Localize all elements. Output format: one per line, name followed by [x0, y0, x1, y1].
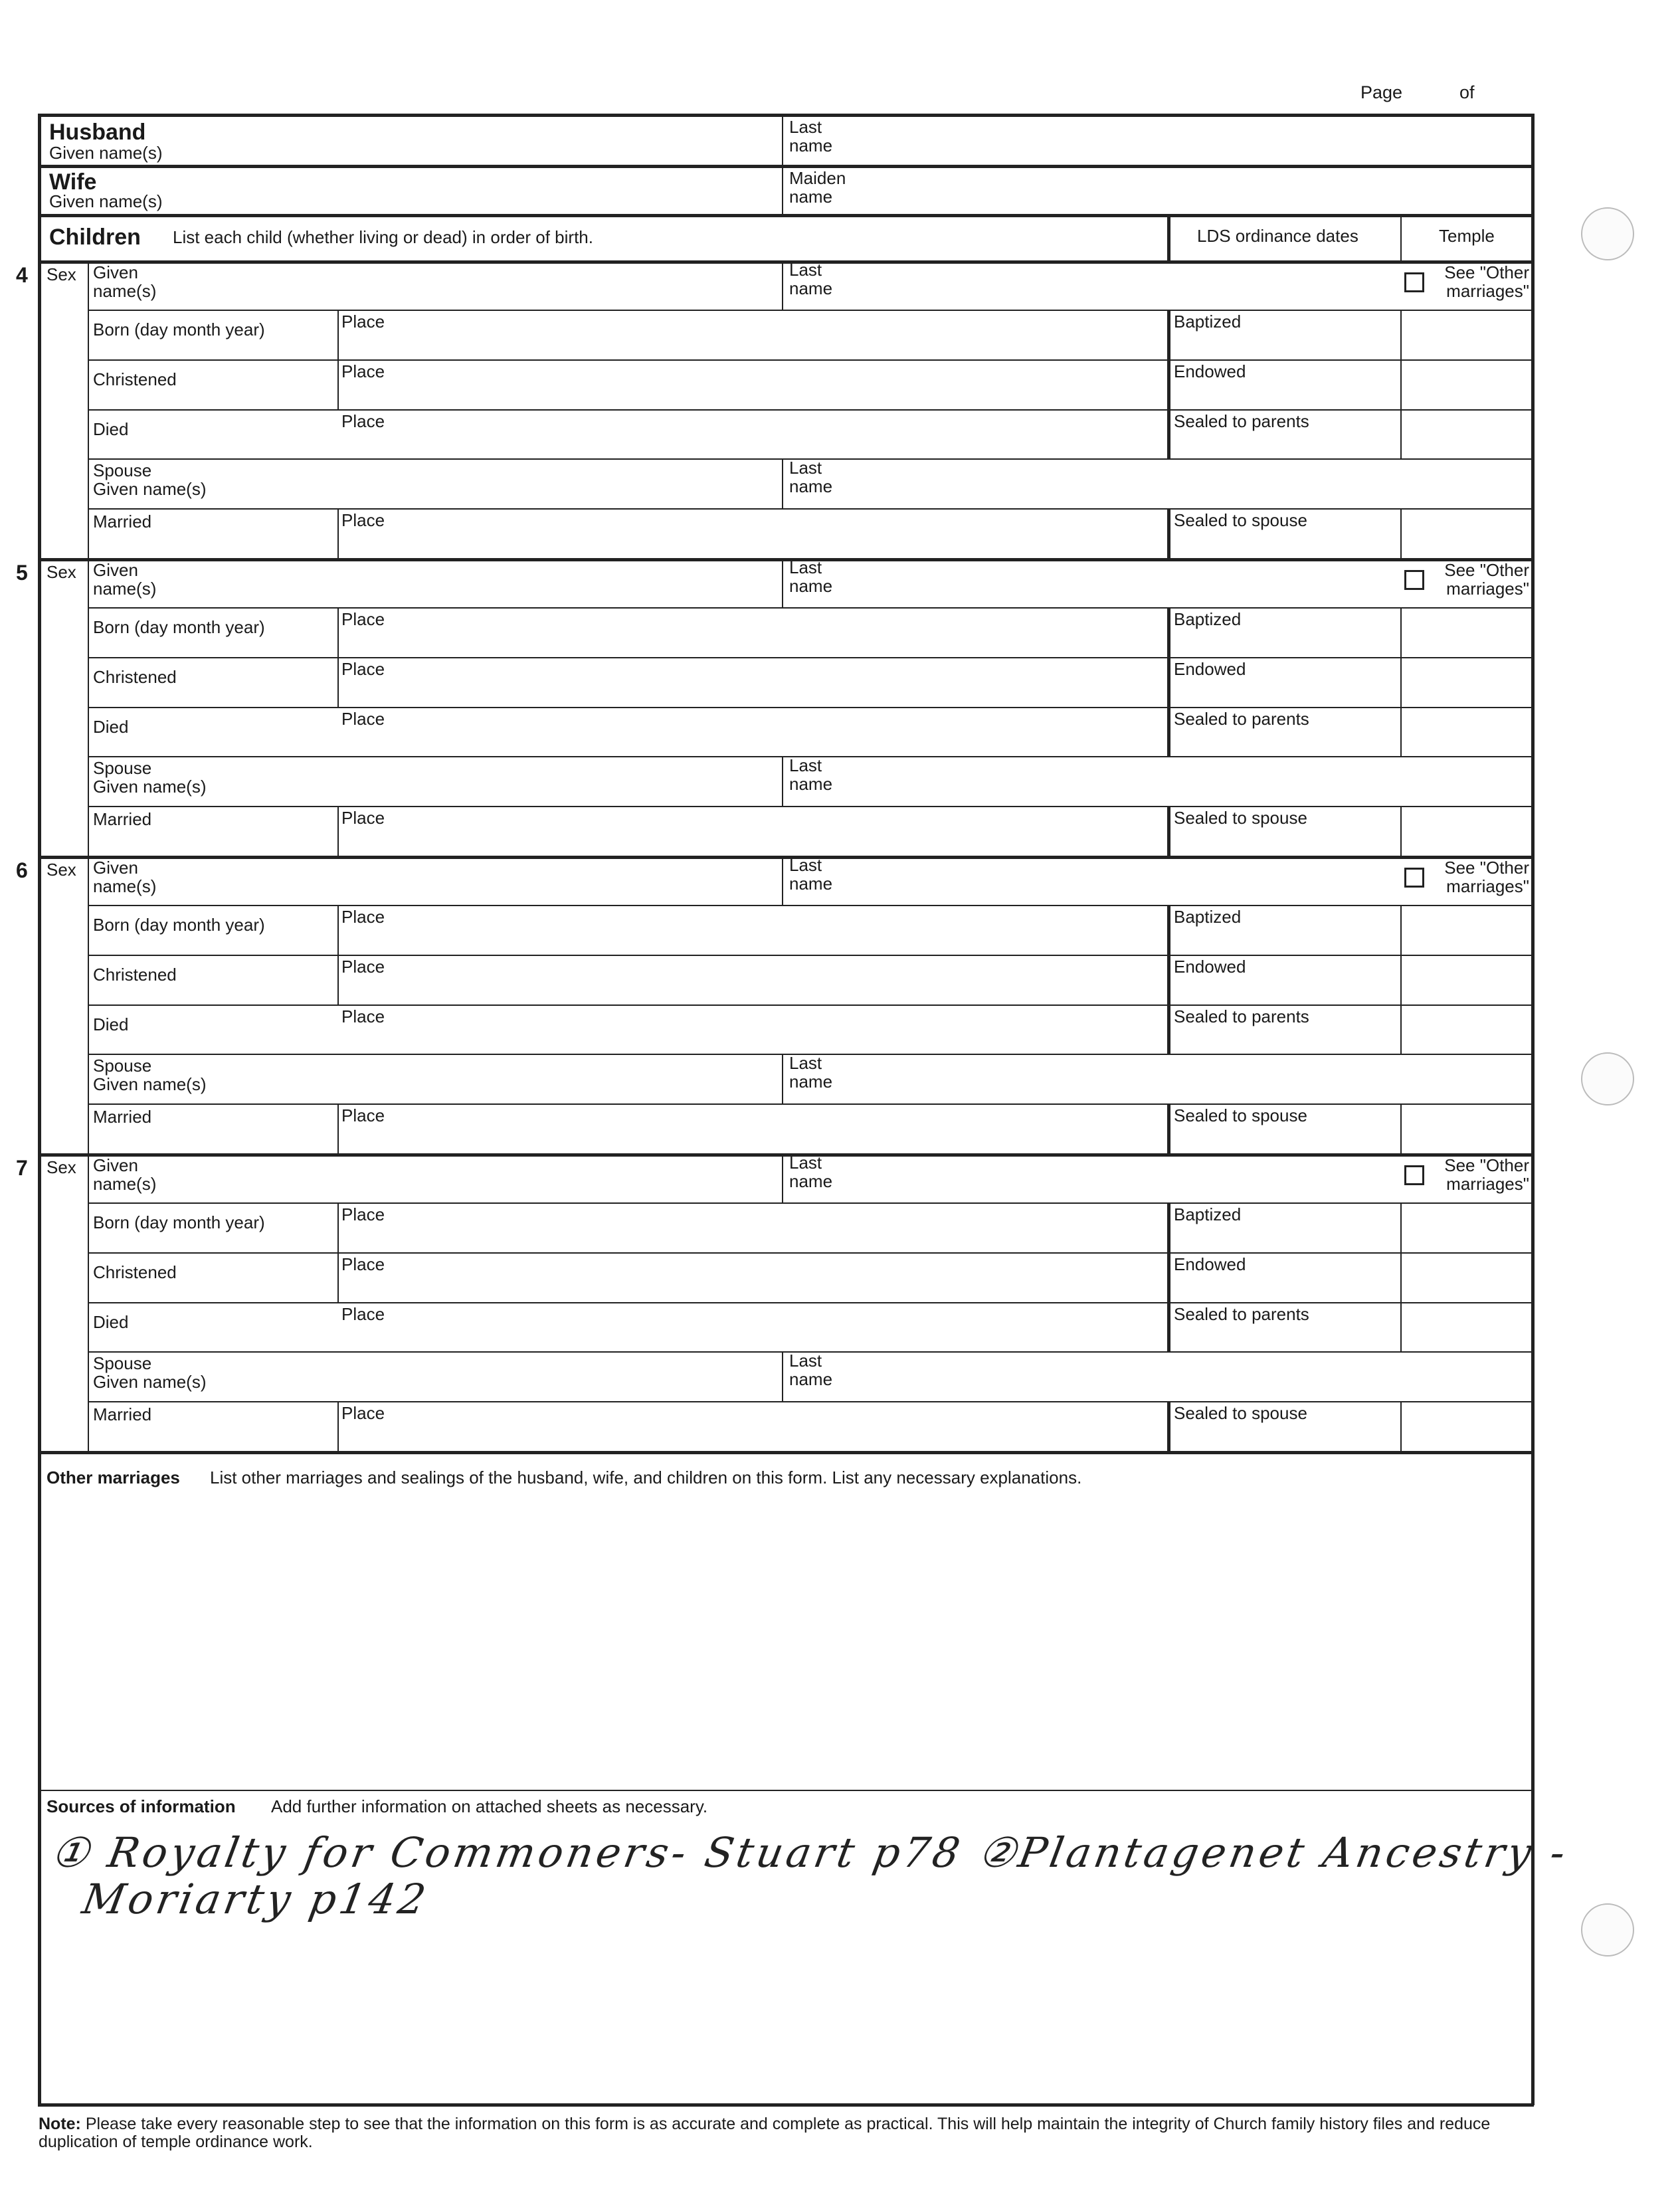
other-marriages-title: Other marriages: [47, 1468, 180, 1487]
child-5-endowed-temple-field[interactable]: [1403, 660, 1527, 704]
children-title: Children: [49, 225, 141, 250]
child-4-sealed-spouse-temple-field[interactable]: [1403, 511, 1527, 555]
child-4-christened-label: Christened: [93, 369, 177, 389]
child-7-christened-label: Christened: [93, 1262, 177, 1282]
child-6-sealed_parents-temple-field[interactable]: [1403, 1007, 1527, 1051]
child-5-endowed-label: Endowed: [1174, 659, 1246, 679]
binder-hole-top: [1581, 207, 1634, 260]
child-6-died-label: Died: [93, 1014, 129, 1034]
child-5-lds-divider-1: [1167, 806, 1170, 856]
child-7-sealed-spouse-label: Sealed to spouse: [1174, 1403, 1307, 1423]
child-5-born-place-label: Place: [341, 609, 385, 629]
child-4-died-place-field[interactable]: [340, 432, 1163, 456]
child-6-sex-label: Sex: [47, 860, 76, 880]
child-5-baptized-temple-field[interactable]: [1403, 610, 1527, 654]
child-6-sex-field[interactable]: [41, 882, 85, 1151]
child-4-married-place-label: Place: [341, 510, 385, 530]
child-5-born-label: Born (day month year): [93, 617, 265, 637]
child-4-sex-field[interactable]: [41, 287, 85, 555]
child-7-sex-field[interactable]: [41, 1180, 85, 1448]
sources-handwritten-line-1: ① Royalty for Commoners- Stuart p78 ②Plantagenet Ancestry -: [47, 1828, 1572, 1877]
child-6-bottom-line: [38, 1153, 1531, 1157]
child-5-sealed_parents-label: Sealed to parents: [1174, 709, 1309, 729]
child-7-sealed_parents-label: Sealed to parents: [1174, 1304, 1309, 1324]
child-7-sealed-spouse-temple-field[interactable]: [1403, 1404, 1527, 1448]
child-5-sealed-spouse-temple-field[interactable]: [1403, 809, 1527, 852]
wife-given-label: Given name(s): [49, 191, 163, 211]
child-4-temple-divider-0: [1400, 310, 1402, 458]
child-4-other-marriages-checkbox[interactable]: [1404, 272, 1424, 292]
child-4-number: 4: [16, 263, 28, 287]
child-7-number: 7: [16, 1156, 28, 1180]
child-7-christened-place-field[interactable]: [340, 1275, 1163, 1299]
children-header-bottom-line: [38, 260, 1534, 264]
child-4-spouse-last-divider: [782, 458, 783, 508]
child-4-last-label: Last name: [789, 260, 833, 298]
child-5-died-place-field[interactable]: [340, 729, 1163, 753]
child-7-lds-divider-0: [1167, 1202, 1170, 1351]
child-4-row-line-2: [88, 359, 1531, 361]
child-6-row-line-1: [88, 905, 1531, 906]
husband-given-label: Given name(s): [49, 143, 163, 163]
child-5-row-line-1: [88, 607, 1531, 609]
child-5-row-line-5: [88, 806, 1531, 807]
wife-bottom-line: [38, 214, 1534, 217]
child-4-row-line-3: [88, 409, 1531, 411]
form-top-border: [38, 114, 1534, 117]
child-6-row-line-3: [88, 1004, 1531, 1006]
child-7-born-place-label: Place: [341, 1204, 385, 1224]
child-4-bottom-line: [38, 558, 1531, 561]
child-6-see-other-label: See "Other marriages": [1444, 858, 1529, 896]
other-marriages-bottom-line: [38, 1790, 1534, 1791]
child-5-sealed_parents-temple-field[interactable]: [1403, 710, 1527, 753]
child-7-born-place-field[interactable]: [340, 1225, 1163, 1249]
child-7-baptized-temple-field[interactable]: [1403, 1205, 1527, 1249]
child-6-christened-place-field[interactable]: [340, 977, 1163, 1001]
child-4-row-line-1: [88, 310, 1531, 311]
child-4-spouse-last-label: Last name: [789, 458, 833, 496]
husband-last-label: Last name: [789, 117, 833, 155]
child-5-given-label: Given name(s): [93, 560, 157, 599]
child-7-row-line-5: [88, 1401, 1531, 1402]
child-6-spouse-last-divider: [782, 1054, 783, 1103]
child-7-endowed-temple-field[interactable]: [1403, 1255, 1527, 1299]
child-5-born-place-field[interactable]: [340, 630, 1163, 654]
child-7-died-place-field[interactable]: [340, 1325, 1163, 1349]
child-6-born-label: Born (day month year): [93, 915, 265, 935]
child-6-christened-label: Christened: [93, 965, 177, 985]
child-5-row-line-3: [88, 707, 1531, 708]
child-5-lds-divider-0: [1167, 607, 1170, 756]
child-4-place-divider-0: [337, 310, 339, 409]
child-4-christened-place-field[interactable]: [340, 382, 1163, 406]
husband-title: Husband: [49, 120, 146, 145]
child-6-place-divider-1: [337, 1103, 339, 1153]
child-4-last-divider: [782, 260, 783, 310]
child-6-last-label: Last name: [789, 855, 833, 894]
child-7-see-other-label: See "Other marriages": [1444, 1155, 1529, 1194]
wife-maiden-label: Maiden name: [789, 168, 846, 207]
child-7-temple-divider-1: [1400, 1401, 1402, 1451]
lds-ordinance-dates-label: LDS ordinance dates: [1197, 226, 1358, 246]
child-7-other-marriages-checkbox[interactable]: [1404, 1165, 1424, 1185]
child-6-given-label: Given name(s): [93, 858, 157, 896]
child-7-christened-place-label: Place: [341, 1254, 385, 1274]
child-7-baptized-label: Baptized: [1174, 1204, 1242, 1224]
child-6-spouse-last-label: Last name: [789, 1053, 833, 1092]
child-5-spouse-last-label: Last name: [789, 755, 833, 794]
page-label: Page: [1360, 82, 1403, 102]
husband-bottom-line: [38, 165, 1534, 168]
child-5-christened-place-label: Place: [341, 659, 385, 679]
child-5-temple-divider-1: [1400, 806, 1402, 856]
page-of-label: of: [1459, 82, 1475, 102]
child-5-place-divider-1: [337, 806, 339, 856]
child-6-born-place-label: Place: [341, 907, 385, 927]
child-5-other-marriages-checkbox[interactable]: [1404, 570, 1424, 590]
child-5-see-other-label: See "Other marriages": [1444, 560, 1529, 599]
child-6-endowed-label: Endowed: [1174, 957, 1246, 977]
child-6-married-label: Married: [93, 1107, 152, 1127]
child-4-christened-place-label: Place: [341, 361, 385, 381]
child-5-place-divider-0: [337, 607, 339, 707]
child-5-last-label: Last name: [789, 557, 833, 596]
child-6-temple-divider-0: [1400, 905, 1402, 1054]
child-7-born-label: Born (day month year): [93, 1212, 265, 1232]
child-7-died-place-label: Place: [341, 1304, 385, 1324]
children-header-divider-lds: [1167, 215, 1170, 262]
child-5-bottom-line: [38, 856, 1531, 859]
husband-divider: [782, 115, 783, 165]
child-7-spouse-last-divider: [782, 1351, 783, 1401]
child-4-row-line-5: [88, 508, 1531, 510]
child-6-baptized-label: Baptized: [1174, 907, 1242, 927]
child-6-died-place-label: Place: [341, 1006, 385, 1026]
child-6-died-place-field[interactable]: [340, 1027, 1163, 1051]
wife-title: Wife: [49, 169, 97, 195]
child-5-married-place-label: Place: [341, 808, 385, 828]
child-6-temple-divider-1: [1400, 1103, 1402, 1153]
child-4-endowed-label: Endowed: [1174, 361, 1246, 381]
child-5-christened-place-field[interactable]: [340, 680, 1163, 704]
note-text: Please take every reasonable step to see that the information on this form is as accurate and complete as practical. This will help maintain the integrity of Church family history files and reduce duplication of temple ordinance work.: [39, 2115, 1491, 2151]
child-5-sealed-spouse-label: Sealed to spouse: [1174, 808, 1307, 828]
child-7-row-line-1: [88, 1202, 1531, 1204]
binder-hole-bottom: [1581, 1903, 1634, 1956]
note-paragraph: [39, 2115, 1527, 2151]
binder-hole-middle: [1581, 1052, 1634, 1105]
child-6-sealed-spouse-temple-field[interactable]: [1403, 1106, 1527, 1150]
child-4-married-label: Married: [93, 512, 152, 531]
child-5-sex-label: Sex: [47, 562, 76, 582]
child-7-last-label: Last name: [789, 1153, 833, 1191]
child-5-spouse-last-divider: [782, 756, 783, 806]
child-7-last-divider: [782, 1153, 783, 1202]
child-7-bottom-line: [38, 1451, 1531, 1454]
child-4-born-place-label: Place: [341, 312, 385, 332]
child-5-row-line-2: [88, 657, 1531, 658]
child-6-number: 6: [16, 858, 28, 882]
child-6-place-divider-0: [337, 905, 339, 1004]
child-4-see-other-label: See "Other marriages": [1444, 262, 1529, 301]
sources-handwritten-line-2: Moriarty p142: [78, 1875, 432, 1923]
other-marriages-area[interactable]: [41, 1492, 1529, 1784]
child-6-lds-divider-1: [1167, 1103, 1170, 1153]
child-4-temple-divider-1: [1400, 508, 1402, 558]
child-4-sealed_parents-temple-field[interactable]: [1403, 412, 1527, 456]
child-4-given-label: Given name(s): [93, 262, 157, 301]
child-7-row-line-2: [88, 1252, 1531, 1254]
child-6-row-line-5: [88, 1103, 1531, 1105]
child-7-row-line-3: [88, 1302, 1531, 1303]
note-title: Note:: [39, 2115, 81, 2133]
child-4-died-place-label: Place: [341, 411, 385, 431]
child-5-sex-field[interactable]: [41, 585, 85, 853]
child-7-place-divider-0: [337, 1202, 339, 1302]
child-4-sealed-spouse-label: Sealed to spouse: [1174, 510, 1307, 530]
other-marriages-instructions: List other marriages and sealings of the husband, wife, and children on this form. List any necessary explanations.: [210, 1468, 1082, 1487]
child-4-lds-divider-1: [1167, 508, 1170, 558]
child-4-endowed-temple-field[interactable]: [1403, 362, 1527, 406]
child-4-lds-divider-0: [1167, 310, 1170, 458]
form-right-border: [1531, 114, 1535, 2105]
sources-instructions: Add further information on attached sheets as necessary.: [271, 1796, 708, 1816]
child-6-baptized-temple-field[interactable]: [1403, 907, 1527, 951]
child-5-temple-divider-0: [1400, 607, 1402, 756]
sources-title: Sources of information: [47, 1796, 236, 1816]
child-6-row-line-2: [88, 955, 1531, 956]
child-7-lds-divider-1: [1167, 1401, 1170, 1451]
sources-area[interactable]: [41, 1824, 1529, 2096]
child-4-sealed_parents-label: Sealed to parents: [1174, 411, 1309, 431]
child-6-endowed-temple-field[interactable]: [1403, 957, 1527, 1001]
children-instructions: List each child (whether living or dead) in order of birth.: [173, 227, 593, 247]
child-5-died-label: Died: [93, 717, 129, 737]
child-6-sealed_parents-label: Sealed to parents: [1174, 1006, 1309, 1026]
child-5-spouse-label: Spouse Given name(s): [93, 758, 207, 797]
child-4-sex-label: Sex: [47, 264, 76, 284]
child-4-place-divider-1: [337, 508, 339, 558]
child-7-died-label: Died: [93, 1312, 129, 1332]
child-6-last-divider: [782, 856, 783, 905]
child-5-married-label: Married: [93, 809, 152, 829]
child-4-born-label: Born (day month year): [93, 320, 265, 339]
child-5-christened-label: Christened: [93, 667, 177, 687]
children-header-divider-temple: [1400, 215, 1402, 262]
child-7-endowed-label: Endowed: [1174, 1254, 1246, 1274]
child-6-born-place-field[interactable]: [340, 927, 1163, 951]
child-5-baptized-label: Baptized: [1174, 609, 1242, 629]
child-5-last-divider: [782, 558, 783, 607]
temple-label: Temple: [1439, 226, 1495, 246]
child-7-given-label: Given name(s): [93, 1155, 157, 1194]
child-7-spouse-label: Spouse Given name(s): [93, 1353, 207, 1392]
child-6-sealed-spouse-label: Sealed to spouse: [1174, 1105, 1307, 1125]
form-bottom-border: [38, 2103, 1534, 2107]
child-4-spouse-label: Spouse Given name(s): [93, 460, 207, 499]
child-7-place-divider-1: [337, 1401, 339, 1451]
child-6-other-marriages-checkbox[interactable]: [1404, 868, 1424, 888]
child-4-born-place-field[interactable]: [340, 332, 1163, 356]
child-7-sex-label: Sex: [47, 1157, 76, 1177]
wife-divider: [782, 166, 783, 214]
child-4-baptized-label: Baptized: [1174, 312, 1242, 332]
child-6-married-place-label: Place: [341, 1105, 385, 1125]
child-5-number: 5: [16, 561, 28, 585]
child-6-spouse-label: Spouse Given name(s): [93, 1056, 207, 1094]
child-7-married-label: Married: [93, 1404, 152, 1424]
child-7-sealed_parents-temple-field[interactable]: [1403, 1305, 1527, 1349]
child-7-spouse-last-label: Last name: [789, 1351, 833, 1389]
child-6-christened-place-label: Place: [341, 957, 385, 977]
child-4-baptized-temple-field[interactable]: [1403, 312, 1527, 356]
child-7-temple-divider-0: [1400, 1202, 1402, 1351]
child-4-died-label: Died: [93, 419, 129, 439]
child-7-married-place-label: Place: [341, 1403, 385, 1423]
child-5-died-place-label: Place: [341, 709, 385, 729]
child-6-lds-divider-0: [1167, 905, 1170, 1054]
